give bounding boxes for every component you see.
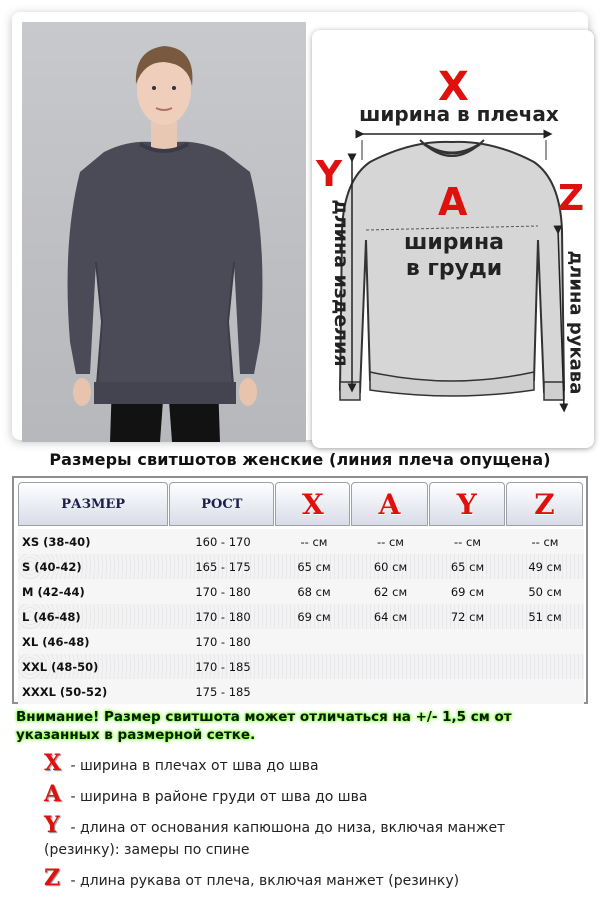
header-z: Z xyxy=(506,482,583,526)
y-caption: длина изделия xyxy=(330,199,352,367)
cell-height: 165 - 175 xyxy=(195,559,251,574)
cell-height: 170 - 180 xyxy=(195,609,251,624)
cell-size: XXL (48-50) xyxy=(22,659,99,674)
cell-z: 50 см xyxy=(528,584,562,599)
table-row xyxy=(18,529,584,554)
legend-item-z xyxy=(44,867,564,892)
cell-size: XS (38-40) xyxy=(22,534,91,549)
cell-x: 68 см xyxy=(297,584,331,599)
table-row xyxy=(18,554,584,579)
cell-size: S (40-42) xyxy=(22,559,82,574)
cell-z: 49 см xyxy=(528,559,562,574)
header-size: РАЗМЕР xyxy=(18,482,168,526)
legend-text: - ширина в районе груди от шва до шва xyxy=(70,789,368,805)
legend-letter: A xyxy=(44,781,62,807)
cell-x: 69 см xyxy=(297,609,331,624)
table-row xyxy=(18,604,584,629)
page-title: Размеры свитшотов женские (линия плеча опущена) xyxy=(49,450,551,469)
z-letter: Z xyxy=(558,178,585,219)
legend-text: - длина от основания капюшона до низа, включая манжет (резинку): замеры по спине xyxy=(44,820,506,858)
header-x: X xyxy=(275,482,350,526)
cell-height: 170 - 180 xyxy=(195,584,251,599)
cell-a: 60 см xyxy=(373,559,408,574)
cell-y: 72 см xyxy=(450,609,485,624)
model-image xyxy=(22,22,306,442)
legend-letter: X xyxy=(44,750,62,776)
model-photo xyxy=(22,22,306,442)
table-row xyxy=(18,679,584,704)
a-letter: A xyxy=(438,180,468,224)
cell-a: 64 см xyxy=(373,609,408,624)
legend-letter: Z xyxy=(44,865,61,891)
cell-a: 62 см xyxy=(373,584,408,599)
y-letter: Y xyxy=(316,154,343,195)
legend-letter: Y xyxy=(44,812,60,838)
legend-text: - ширина в плечах от шва до шва xyxy=(70,758,319,774)
cell-x: -- см xyxy=(300,534,328,549)
cell-size: XXXL (50-52) xyxy=(22,684,108,699)
legend-item-x xyxy=(44,752,564,777)
header-a: A xyxy=(351,482,427,526)
cell-z: -- см xyxy=(531,534,559,549)
cell-height: 175 - 185 xyxy=(195,684,251,699)
cell-height: 170 - 185 xyxy=(195,659,251,674)
cell-z: 51 см xyxy=(528,609,562,624)
top-panel xyxy=(12,12,588,440)
cell-height: 170 - 180 xyxy=(195,634,251,649)
cell-size: M (42-44) xyxy=(22,584,85,599)
a-caption-line1: ширина xyxy=(404,230,504,255)
legend-text: - длина рукава от плеча, включая манжет (резинку) xyxy=(70,873,460,889)
cell-y: 65 см xyxy=(450,559,485,574)
x-letter: X xyxy=(438,64,469,110)
cell-a: -- см xyxy=(377,534,404,549)
legend-item-y xyxy=(44,814,564,861)
warning-note: Внимание! Размер свитшота может отличаться на +/- 1,5 см от указанных в размерной сетке. xyxy=(16,709,512,743)
header-y: Y xyxy=(429,482,505,526)
cell-size: L (46-48) xyxy=(22,609,81,624)
legend-item-a xyxy=(44,783,564,808)
cell-y: -- см xyxy=(454,534,481,549)
table-row xyxy=(18,654,584,679)
a-caption-line2: в груди xyxy=(405,256,503,281)
measurement-diagram xyxy=(312,30,594,448)
cell-y: 69 см xyxy=(450,584,485,599)
table-header xyxy=(18,482,584,526)
cell-height: 160 - 170 xyxy=(195,534,251,549)
legend xyxy=(44,752,564,892)
table-row xyxy=(18,629,584,654)
cell-x: 65 см xyxy=(297,559,331,574)
table-body xyxy=(18,529,584,704)
header-height: РОСТ xyxy=(169,482,274,526)
x-caption: ширина в плечах xyxy=(359,102,559,126)
cell-size: XL (46-48) xyxy=(22,634,90,649)
size-table xyxy=(12,476,588,704)
table-row xyxy=(18,579,584,604)
z-caption: длина рукава xyxy=(565,250,587,395)
